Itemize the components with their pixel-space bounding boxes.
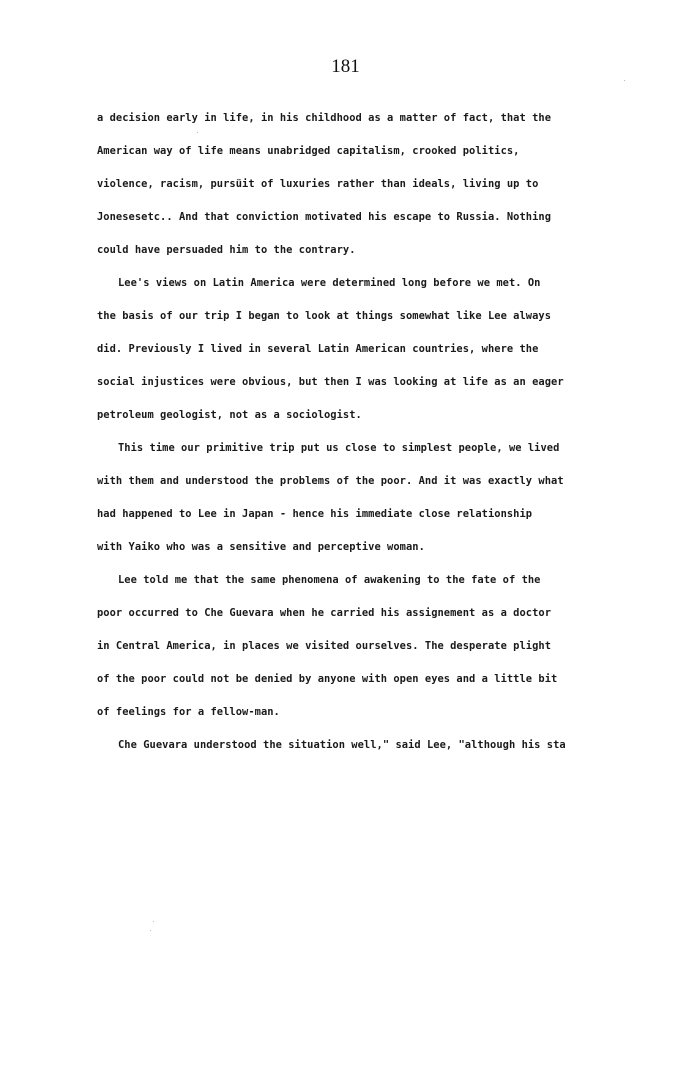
paragraph-start-line: Lee's views on Latin America were determined long before we met. On [118, 277, 541, 289]
scan-speck [197, 132, 198, 133]
scan-speck [624, 80, 625, 81]
text-line: American way of life means unabridged capitalism, crooked politics, [97, 145, 520, 157]
text-line: poor occurred to Che Guevara when he carried his assignement as a doctor [97, 607, 552, 619]
text-line: with Yaiko who was a sensitive and perceptive woman. [97, 541, 425, 553]
text-line: social injustices were obvious, but then I was looking at life as an eager [97, 376, 564, 388]
text-line: could have persuaded him to the contrary. [97, 244, 356, 256]
paragraph-start-line: Lee told me that the same phenomena of awakening to the fate of the [118, 574, 541, 586]
text-line: of the poor could not be denied by anyone with open eyes and a little bit [97, 673, 558, 685]
text-line: petroleum geologist, not as a sociologist. [97, 409, 362, 421]
paragraph-start-line: Che Guevara understood the situation well," said Lee, "although his sta [118, 739, 566, 751]
scan-speck [150, 930, 151, 931]
text-line: Jonesesetc.. And that conviction motivated his escape to Russia. Nothing [97, 211, 552, 223]
text-line: a decision early in life, in his childhood as a matter of fact, that the [97, 112, 552, 124]
text-line: the basis of our trip I began to look at things somewhat like Lee always [97, 310, 552, 322]
text-line: with them and understood the problems of the poor. And it was exactly what [97, 475, 564, 487]
text-line: of feelings for a fellow-man. [97, 706, 280, 718]
text-line: did. Previously I lived in several Latin American countries, where the [97, 343, 539, 355]
body-text [97, 106, 667, 766]
scan-speck [153, 921, 154, 922]
page-number: 181 [331, 56, 360, 77]
paragraph-start-line: This time our primitive trip put us close to simplest people, we lived [118, 442, 560, 454]
text-line: had happened to Lee in Japan - hence his immediate close relationship [97, 508, 533, 520]
text-line: violence, racism, pursüit of luxuries rather than ideals, living up to [97, 178, 539, 190]
text-line: in Central America, in places we visited ourselves. The desperate plight [97, 640, 552, 652]
